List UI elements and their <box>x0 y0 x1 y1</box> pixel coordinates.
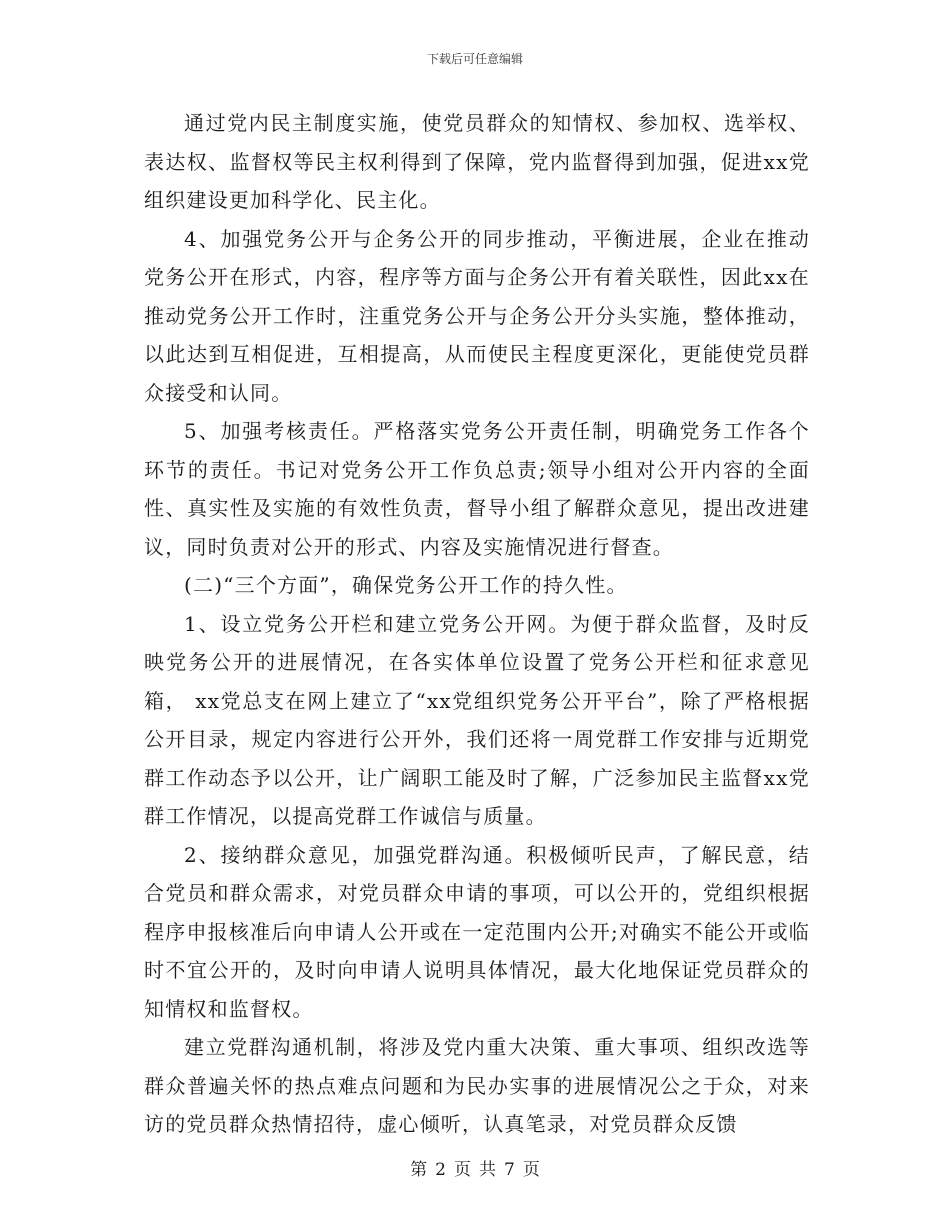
paragraph-7: 建立党群沟通机制，将涉及党内重大决策、重大事项、组织改选等群众普遍关怀的热点难点问题和为民办实事的进展情况公之于众，对来访的党员群众热情招待，虚心倾听，认真笔录，对党员群众反馈 <box>144 1035 810 1136</box>
paragraph-5: 1、设立党务公开栏和建立党务公开网。为便于群众监督，及时反映党务公开的进展情况，在各实体单位设置了党务公开栏和征求意见箱， xx党总支在网上建立了“xx党组织党务公开平台”，除了严格根据公开目录，规定内容进行公开外，我们还将一周党群工作安排与近期党群工作动态予以公开，让广阔职工能及时了解，广泛参加民主监督xx党群工作情况，以提高党群工作诚信与质量。 <box>144 611 810 828</box>
page-header <box>0 50 950 67</box>
page-footer <box>0 1155 950 1180</box>
current-page-number: 2 <box>435 1160 446 1180</box>
footer-page-unit: 页 <box>454 1160 471 1180</box>
paragraph-6: 2、接纳群众意见，加强党群沟通。积极倾听民声，了解民意，结合党员和群众需求，对党员群众申请的事项，可以公开的，党组织根据程序申报核准后向申请人公开或在一定范围内公开;对确实不能公开或临时不宜公开的，及时向申请人说明具体情况，最大化地保证党员群众的知情权和监督权。 <box>144 842 810 1021</box>
header-text: 下载后可任意编辑 <box>426 52 523 66</box>
document-body <box>144 104 810 1144</box>
paragraph-3: 5、加强考核责任。严格落实党务公开责任制，明确党务工作各个环节的责任。书记对党务公开工作负总责;领导小组对公开内容的全面性、真实性及实施的有效性负责，督导小组了解群众意见，提出改进建议，同时负责对公开的形式、内容及实施情况进行督查。 <box>144 419 810 559</box>
footer-total-unit: 页 <box>522 1160 540 1180</box>
footer-total-prefix: 共 <box>479 1160 496 1180</box>
section-heading: (二)“三个方面”，确保党务公开工作的持久性。 <box>184 573 628 597</box>
paragraph-2: 4、加强党务公开与企务公开的同步推动，平衡进展，企业在推动党务公开在形式，内容，程序等方面与企务公开有着关联性，因此xx在推动党务公开工作时，注重党务公开与企务公开分头实施，整体推动，以此达到互相促进，互相提高，从而使民主程度更深化，更能使党员群众接受和认同。 <box>144 226 810 405</box>
footer-prefix: 第 <box>410 1160 428 1180</box>
total-pages-number: 7 <box>504 1160 515 1180</box>
paragraph-1: 通过党内民主制度实施，使党员群众的知情权、参加权、选举权、表达权、监督权等民主权利得到了保障，党内监督得到加强，促进xx党组织建设更加科学化、民主化。 <box>144 111 810 212</box>
